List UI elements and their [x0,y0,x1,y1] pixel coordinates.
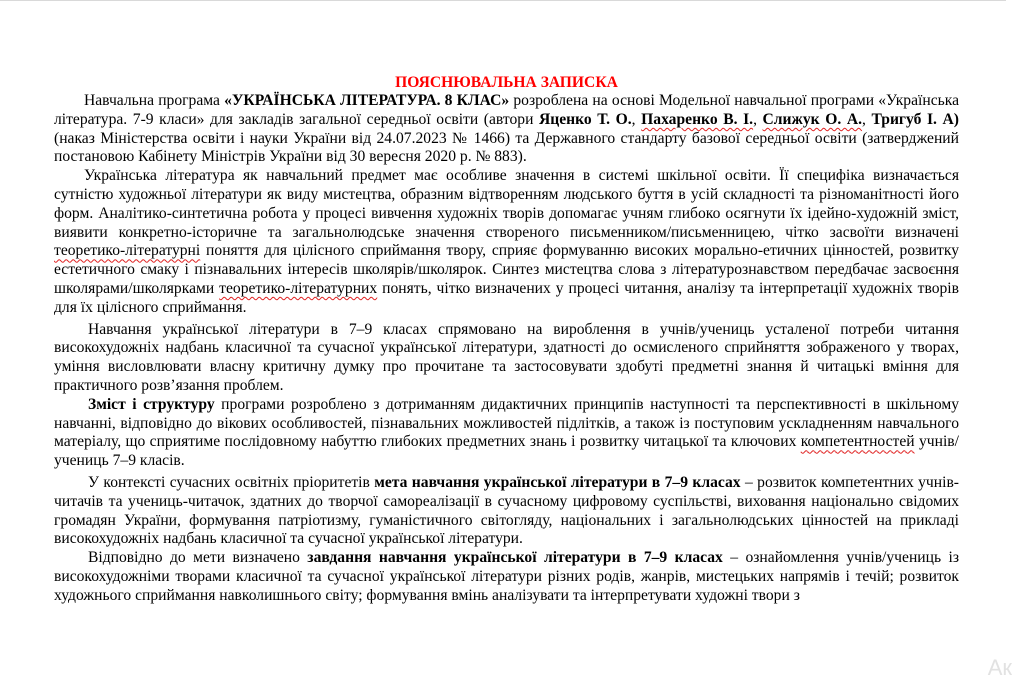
tasks-heading: завдання навчання української літератури в 7–9 класах [307,549,723,567]
paragraph-goal: У контексті сучасних освітніх пріоритетів мета навчання української літератури в 7–9 класах – розвиток компетентних учнів-читачів та учениць-читачок, здатних до творчої самореалізації в сучасному цифровому суспільстві, виховання національно свідомих громадян України, формування патріотизму, гуманістичного світогляду, національних і загальнолюдських цінностей на прикладі високохудожніх надбань класичної та сучасної української літератури. [54,473,960,548]
spellcheck-word: компетентностей [800,433,915,451]
section-heading: Зміст і структуру [88,395,215,413]
paragraph-content-structure: Зміст і структуру програми розроблено з дотриманням дидактичних принципів наступності та перспективності в шкільному навчанні, відповідно до вікових особливостей, пізнавальних можливостей підлітків, а також із поступовим ускладненням навчального матеріалу, що сприятиме послідовному набуттю глибоких предметних знань і розвитку читацької та ключових компетентностей учнів/учениць 7–9 класів. [54,395,960,470]
spellcheck-word: теоретико-літературні [54,242,201,260]
paragraph-subject-specifics: Українська література як навчальний предмет має особливе значення в системі шкільної освіти. Її специфіка визначається сутністю художньої літератури як виду мистецтва, образним відтворенням людського буття в усій складності та різноманітності його форм. Аналітико-синтетична робота у процесі вивчення художніх творів допомагає учням глибоко осягнути їх ідейно-художній зміст, виявити конкретно-історичне та загальнолюдське значення створеного письменником/письменницею, чітко засвоїти визначені теоретико-літературні поняття для цілісного сприймання твору, сприяє формуванню високих морально-етичних цінностей, розвитку естетичного смаку і пізнавальних інтересів школярів/школярок. Синтез мистецтва слова з літературознавством передбачає засвоєння школярами/школярками теоретико-літературних понять, чітко визначених у процесі читання, аналізу та інтерпретації художніх творів для їх цілісного сприймання. [54,167,960,316]
document-body [54,73,959,606]
program-name: «УКРАЇНСЬКА ЛІТЕРАТУРА. 8 КЛАС» [224,92,510,109]
paragraph-tasks: Відповідно до мети визначено завдання навчання української літератури в 7–9 класах – ознайомлення учнів/учениць із високохудожніми творами класичної та сучасної української літератури різних родів, жанрів, мистецьких напрямів і течій; розвиток художнього сприймання навколишнього світу; формування вмінь аналізувати та інтерпретувати художні твори з [54,549,959,604]
author-name: Яценко Т. О. [539,110,632,128]
document-title: ПОЯСНЮВАЛЬНА ЗАПИСКА [395,74,618,91]
author-name: Слижук О. А. [762,110,862,128]
author-name: Пахаренко В. І. [641,110,754,128]
activation-watermark: Ак [987,655,1012,680]
goal-heading: мета навчання української літератури в 7–9 класах [374,473,741,491]
spellcheck-word: теоретико-літературних [219,279,378,297]
author-name: Тригуб І. А) [871,110,959,128]
paragraph-learning-aims: Навчання української літератури в 7–9 класах спрямовано на вироблення в учнів/учениць усталеної потреби читання високохудожніх надбань класичної та сучасної української літератури, здатності до осмисленого сприйняття зображеного у творах, уміння висловлювати власну критичну думку про прочитане та застосовувати здобуті предметні знання й читацькі вміння для практичного розв’язання проблем. [54,320,959,394]
paragraph-intro: Навчальна програма «УКРАЇНСЬКА ЛІТЕРАТУРА. 8 КЛАС» розроблена на основі Модельної навчальної програми «Українська література. 7-9 класи» для закладів загальної середньої освіти (автори Яценко Т. О., Пахаренко В. І., Слижук О. А., Тригуб І. А) (наказ Міністерства освіти і науки України від 24.07.2023 № 1466) та Державного стандарту базової середньої освіти (затверджений постановою Кабінету Міністрів України від 30 вересня 2020 р. № 883). [54,92,959,166]
